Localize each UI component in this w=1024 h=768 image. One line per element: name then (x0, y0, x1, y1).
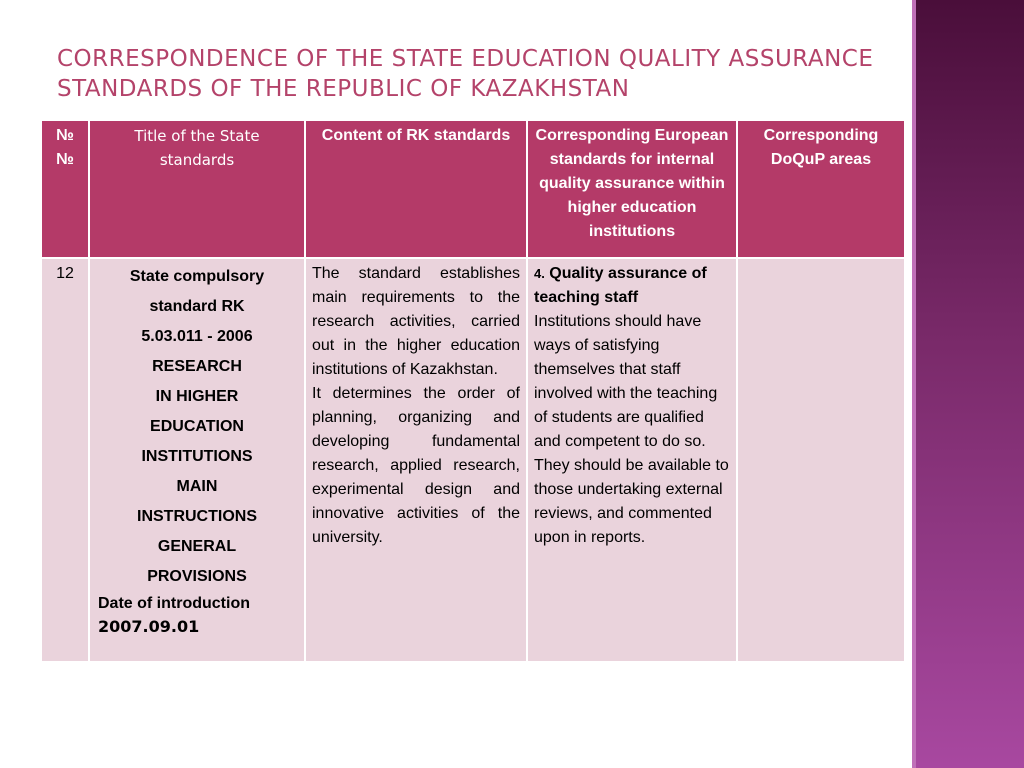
european-description: Institutions should have ways of satisfying themselves that staff involved with the teaching of students are qualified and competent to do so. They should be available to those undertaking external reviews, and commented upon in reports. (534, 313, 729, 546)
european-heading: Quality assurance of teaching staff (534, 265, 707, 306)
european-reference-number: 4. (534, 266, 545, 281)
row-number: 12 (41, 258, 89, 662)
header-title-of-standards: Title of the State standards (89, 120, 305, 258)
doqup-areas-cell (737, 258, 905, 662)
introduction-label: Date of introduction (98, 595, 250, 612)
standard-title-line: IN HIGHER (155, 388, 239, 405)
standard-title-line: 5.03.011 - 2006 (141, 328, 253, 345)
header-doqup-areas: Corresponding DoQuP areas (737, 120, 905, 258)
side-decoration-line (912, 0, 916, 768)
slide-title (57, 44, 897, 104)
standard-title-line: MAIN (176, 478, 218, 495)
standard-title-line: EDUCATION (150, 418, 244, 435)
content-paragraph-2: It determines the order of planning, organizing and developing fundamental research, applied research, experimental design and innovative activities of the university. (312, 385, 520, 546)
side-decoration-band (912, 0, 1024, 768)
slide-title-line-2: STANDARDS OF THE REPUBLIC OF KAZAKHSTAN (57, 76, 630, 102)
header-number: № № (41, 120, 89, 258)
standard-title-line: PROVISIONS (147, 568, 247, 585)
european-standards-cell (527, 258, 737, 662)
standard-title-line: INSTITUTIONS (141, 448, 253, 465)
standard-title-cell (89, 258, 305, 662)
standard-title-line: State compulsory (129, 268, 265, 285)
standard-title-line: GENERAL (157, 538, 237, 555)
content-paragraph-1: The standard establishes main requirements to the research activities, carried out in the higher education institutions of Kazakhstan. (312, 265, 520, 378)
table-header-row (41, 120, 905, 258)
introduction-date: 2007.09.01 (98, 617, 200, 636)
header-content-of-standards: Content of RK standards (305, 120, 527, 258)
slide-title-line-1: CORRESPONDENCE OF THE STATE EDUCATION QUALITY ASSURANCE (57, 46, 874, 72)
table-row (41, 258, 905, 662)
standards-table (40, 119, 906, 663)
european-heading-block (534, 262, 730, 310)
standard-title-line: RESEARCH (152, 358, 242, 375)
standard-title-line: standard RK (149, 298, 245, 315)
standard-title-line: INSTRUCTIONS (137, 508, 257, 525)
header-european-standards: Corresponding European standards for internal quality assurance within higher education institutions (527, 120, 737, 258)
standard-content-cell (305, 258, 527, 662)
